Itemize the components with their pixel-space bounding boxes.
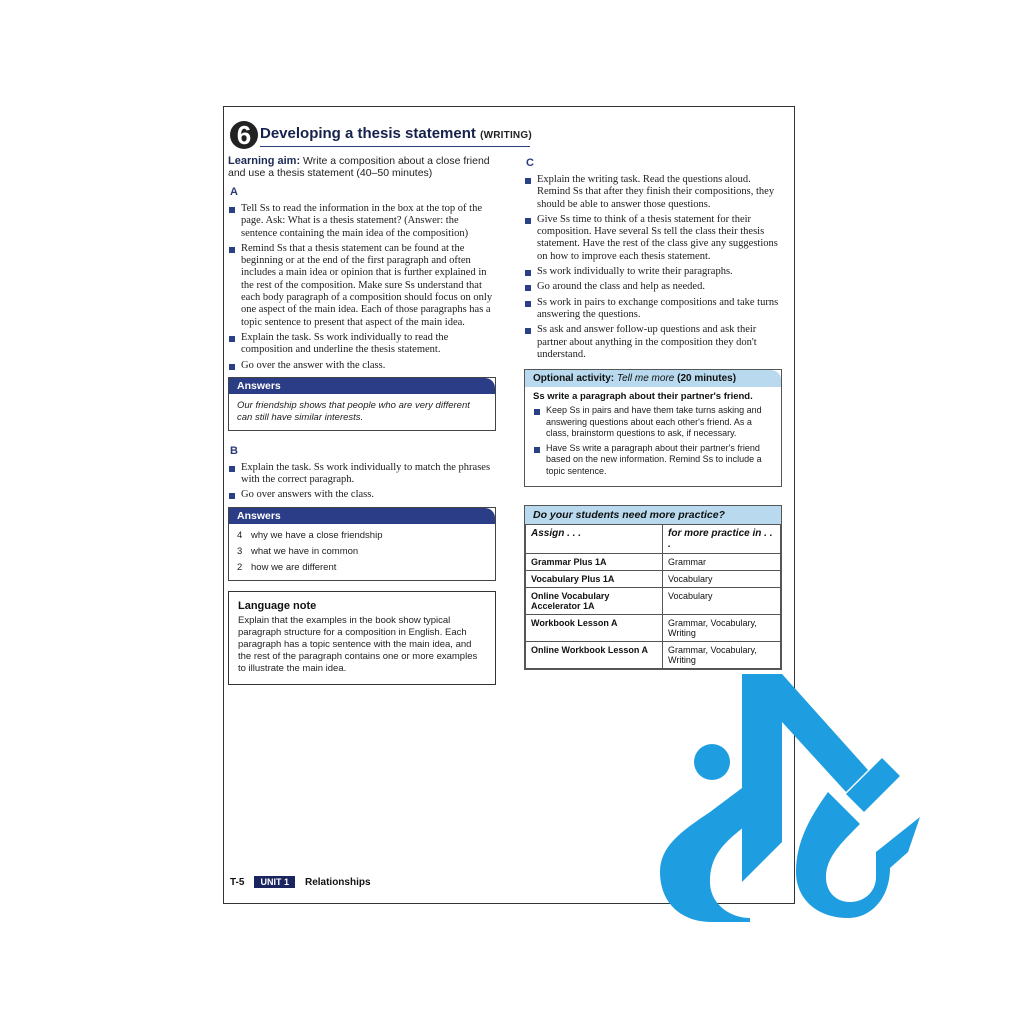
answers-box-b <box>228 507 496 581</box>
header-rule <box>260 146 530 147</box>
logo-stroke <box>742 674 782 882</box>
answers-label: Answers <box>229 508 495 524</box>
list-item: Go over the answer with the class. <box>228 360 496 372</box>
practice-table <box>525 525 781 669</box>
table-row: Online Workbook Lesson A Grammar, Vocabulary, Writing <box>526 642 781 669</box>
list-item: Give Ss time to think of a thesis statement for their composition. Have several Ss tell the class their thesis statement. Have the rest of the class give any suggestions on how to improve each thesis statement. <box>524 214 782 263</box>
lesson-header <box>228 115 788 151</box>
learning-aim <box>228 155 496 179</box>
logo-stroke <box>782 674 868 792</box>
list-item: Remind Ss that a thesis statement can be found at the beginning or at the end of the first paragraph and often includes a main idea or opinion that is further explained in the rest of the composition. Make sure Ss understand that each body paragraph of a composition should focus on only one aspect of the main idea. Each of those paragraphs has a topic sentence to present that aspect of the main idea. <box>228 243 496 329</box>
lesson-tag: (WRITING) <box>480 130 532 141</box>
answers-label: Answers <box>229 378 495 394</box>
list-item: Tell Ss to read the information in the box at the top of the page. Ask: What is a thesis statement? (Answer: the sentence containing the main idea of the composition) <box>228 203 496 240</box>
optional-activity-list <box>533 405 773 477</box>
answer-row: 4 why we have a close friendship <box>237 529 383 541</box>
page-footer <box>230 875 371 889</box>
optional-activity-header: Optional activity: Tell me more (20 minutes) <box>525 370 781 387</box>
publisher-logo-icon <box>650 672 926 922</box>
list-item: Explain the task. Ss work individually to match the phrases with the correct paragraph. <box>228 462 496 487</box>
table-row: Vocabulary Plus 1A Vocabulary <box>526 571 781 588</box>
unit-badge: UNIT 1 <box>254 876 295 888</box>
section-a-list <box>228 203 496 372</box>
list-item: Ss work individually to write their paragraphs. <box>524 266 782 278</box>
list-item: Have Ss write a paragraph about their partner's friend based on the new information. Remind Ss to include a topic sentence. <box>533 443 773 478</box>
logo-dot <box>694 744 730 780</box>
left-column <box>228 155 496 685</box>
lesson-number: 6 <box>230 121 258 149</box>
list-item: Go around the class and help as needed. <box>524 281 782 293</box>
logo-stroke <box>796 792 920 918</box>
optional-activity-lead: Ss write a paragraph about their partner's friend. <box>533 391 753 403</box>
list-item: Keep Ss in pairs and have them take turns asking and answering questions about each other's friend. As a class, brainstorm questions to ask, if necessary. <box>533 405 773 440</box>
list-item: Explain the writing task. Read the questions aloud. Remind Ss that after they finish their compositions, they should be able to answer those questions. <box>524 174 782 211</box>
language-note-text: Explain that the examples in the book show typical paragraph structure for a composition in English. Each paragraph has a topic sentence with the main idea, and the rest of the paragraph contains one or more examples to illustrate the main idea. <box>238 614 478 674</box>
section-c-list <box>524 174 782 361</box>
list-item: Ss ask and answer follow-up questions and ask their partner about anything in the composition they don't understand. <box>524 324 782 361</box>
page-number: T-5 <box>230 876 245 888</box>
section-a-heading: A <box>230 186 238 198</box>
answer-text: Our friendship shows that people who are very different can still have similar interests. <box>237 399 470 423</box>
language-note-title: Language note <box>238 599 317 612</box>
logo-stroke <box>660 782 750 922</box>
learning-aim-label: Learning aim: <box>228 155 301 167</box>
answer-row: 3 what we have in common <box>237 545 359 557</box>
unit-title: Relationships <box>304 876 371 888</box>
language-note-box <box>228 591 496 685</box>
lesson-title <box>260 125 532 142</box>
optional-activity-box <box>524 369 782 487</box>
list-item: Explain the task. Ss work individually to read the composition and underline the thesis statement. <box>228 332 496 357</box>
section-b-heading: B <box>230 444 238 457</box>
right-column <box>524 155 782 670</box>
learning-aim-text: Write a composition about a close friend and use a thesis statement (40–50 minutes) <box>228 155 490 179</box>
list-item: Ss work in pairs to exchange compositions and take turns answering the questions. <box>524 297 782 322</box>
table-header-row: Assign . . . for more practice in . . . <box>526 525 781 554</box>
answer-row: 2 how we are different <box>237 561 337 573</box>
section-b-list <box>228 462 496 502</box>
answers-box-a <box>228 377 496 431</box>
section-c-heading: C <box>526 157 534 169</box>
table-row: Grammar Plus 1A Grammar <box>526 554 781 571</box>
table-row: Workbook Lesson A Grammar, Vocabulary, Writing <box>526 615 781 642</box>
table-row: Online Vocabulary Accelerator 1A Vocabulary <box>526 588 781 615</box>
list-item: Go over answers with the class. <box>228 489 496 501</box>
practice-title: Do your students need more practice? <box>525 506 781 525</box>
lesson-title-text: Developing a thesis statement <box>260 125 476 142</box>
practice-table-box <box>524 505 782 670</box>
